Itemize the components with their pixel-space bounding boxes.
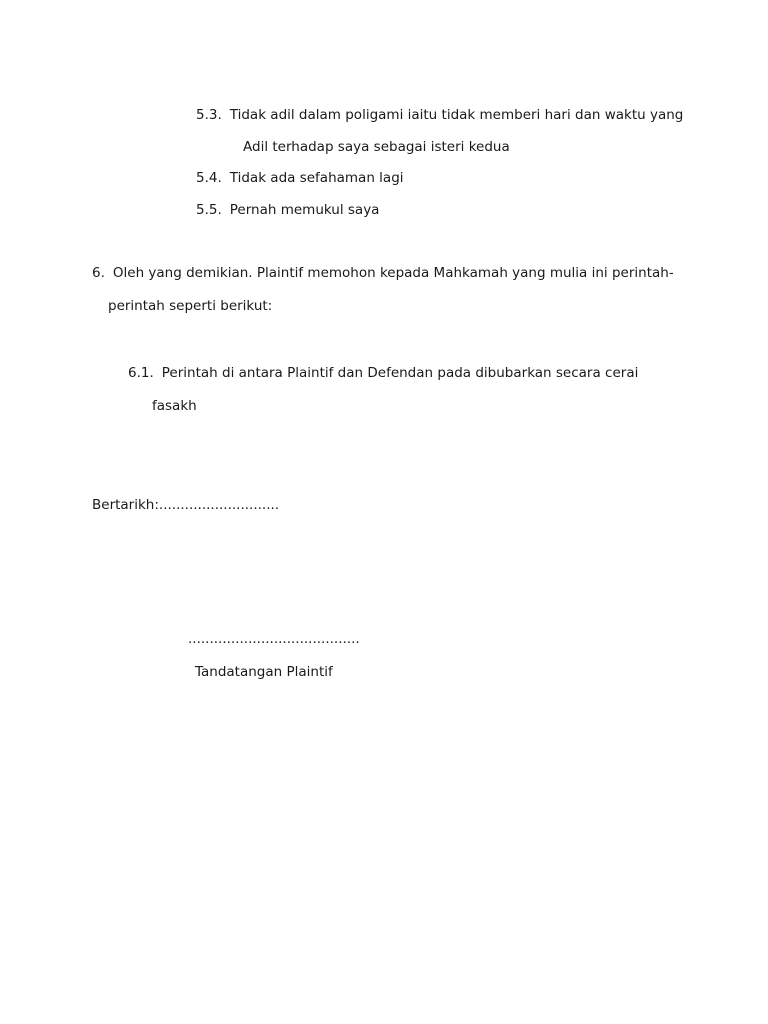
item-5-4 — [196, 172, 404, 186]
paragraph-number: 6. — [92, 265, 105, 281]
item-text: Pernah memukul saya — [229, 202, 380, 218]
signature-label: Tandatangan Plaintif — [195, 664, 333, 680]
item-5-3-continuation: Adil terhadap saya sebagai isteri kedua — [243, 139, 510, 155]
item-5-5 — [196, 204, 379, 218]
paragraph-6-continuation: perintah seperti berikut: — [108, 298, 273, 314]
item-text: Tidak ada sefahaman lagi — [229, 170, 404, 186]
paragraph-text: Oleh yang demikian. Plaintif memohon kepada Mahkamah yang mulia ini perintah- — [112, 265, 674, 281]
paragraph-6 — [92, 267, 674, 281]
item-text: Perintah di antara Plaintif dan Defendan pada dibubarkan secara cerai — [161, 365, 639, 381]
item-number: 5.5. — [196, 202, 222, 218]
item-5-3 — [196, 109, 683, 123]
item-6-1-continuation: fasakh — [152, 398, 197, 414]
item-6-1 — [128, 367, 638, 381]
item-number: 5.3. — [196, 107, 222, 123]
item-text: Tidak adil dalam poligami iaitu tidak memberi hari dan waktu yang — [229, 107, 684, 123]
item-number: 6.1. — [128, 365, 154, 381]
item-number: 5.4. — [196, 170, 222, 186]
date-line: Bertarikh:............................ — [92, 497, 280, 513]
signature-dots: ........................................ — [188, 631, 360, 647]
